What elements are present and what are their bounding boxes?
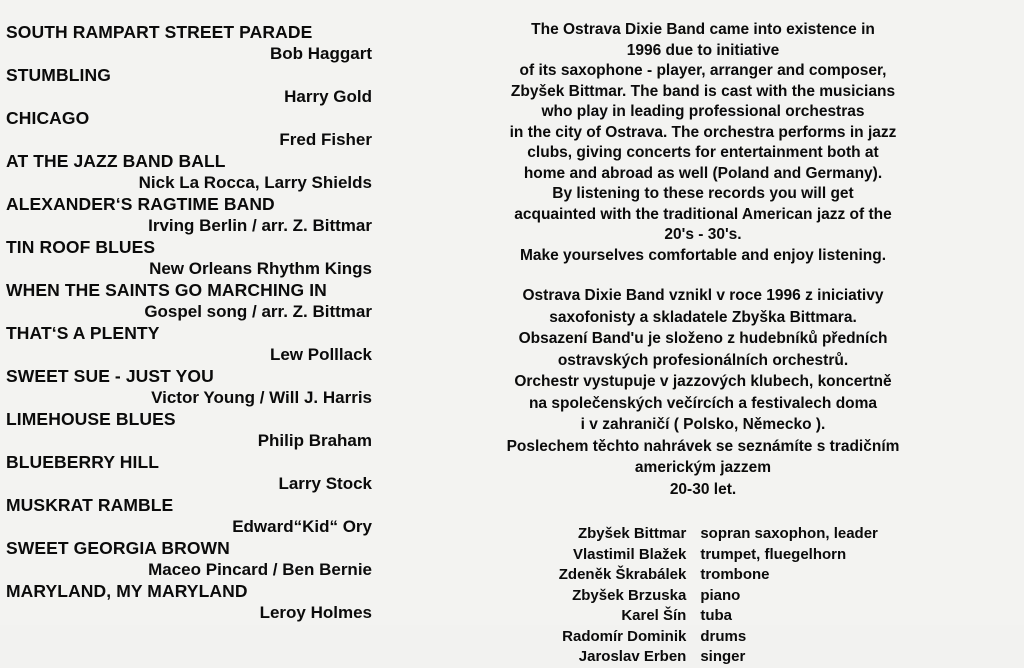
track-title: THAT‘S A PLENTY — [6, 323, 160, 343]
track-credit: Edward“Kid“ Ory — [232, 517, 372, 536]
lineup-row — [503, 627, 903, 648]
member-name: Karel Šín — [621, 607, 687, 624]
member-role: singer — [700, 648, 746, 665]
track-item — [6, 194, 390, 236]
notes-spacer — [406, 266, 1000, 285]
track-title: MARYLAND, MY MARYLAND — [6, 581, 248, 601]
track-item — [6, 581, 390, 623]
track-credit: Maceo Pincard / Ben Bernie — [148, 560, 372, 579]
track-credit: Nick La Rocca, Larry Shields — [138, 173, 372, 192]
track-item — [6, 151, 390, 193]
lineup-row — [503, 545, 903, 566]
band-lineup — [406, 524, 1000, 668]
member-role: piano — [700, 586, 741, 604]
member-role: sopran saxophon, leader — [700, 525, 878, 542]
track-title: ALEXANDER‘S RAGTIME BAND — [6, 194, 275, 214]
track-credit: Fred Fisher — [279, 130, 372, 149]
track-item — [6, 237, 390, 279]
track-title: SOUTH RAMPART STREET PARADE — [6, 22, 313, 42]
track-credit: Philip Braham — [257, 431, 372, 450]
notes-czech: Ostrava Dixie Band vznikl v roce 1996 z iniciativy saxofonisty a skladatele Zbyška Bittmara. Obsazení Band'u je složeno z hudebníků předních ostravských profesionálních orchestrů. Orchestr vystupuje v jazzových klubech, koncertně na společenských večírcích a festivalech doma i v zahraničí ( Polsko, Německo ). Poslechem těchto nahrávek se seznámíte s tradičním americkým jazzem 20-30 let. — [506, 287, 900, 498]
track-title: CHICAGO — [6, 108, 90, 128]
track-credit: Leroy Holmes — [259, 603, 372, 622]
notes-english: The Ostrava Dixie Band came into existence in 1996 due to initiative of its saxophone - player, arranger and composer, Zbyšek Bittmar. The band is cast with the musicians who play in leading professional orchestras in the city of Ostrava. The orchestra performs in jazz clubs, giving concerts for entertainment both at home and abroad as well (Poland and Germany). By listening to these records you will get acquainted with the traditional American jazz of the 20's - 30's. Make yourselves comfortable and enjoy listening. — [509, 21, 897, 264]
lineup-row — [503, 565, 903, 586]
member-name: Zdeněk Škrabálek — [558, 566, 687, 583]
member-role: tuba — [700, 607, 733, 624]
member-name: Zbyšek Brzuska — [572, 586, 687, 604]
member-name: Jaroslav Erben — [578, 648, 687, 665]
track-item — [6, 452, 390, 494]
lineup-row — [503, 606, 903, 627]
track-credit: Lew Polllack — [269, 345, 372, 364]
track-title: MUSKRAT RAMBLE — [6, 495, 174, 515]
track-item — [6, 323, 390, 365]
lineup-row — [503, 647, 903, 668]
member-name: Radomír Dominik — [562, 627, 687, 645]
liner-notes — [390, 0, 1024, 665]
member-name: Zbyšek Bittmar — [577, 525, 687, 542]
member-role: trumpet, fluegelhorn — [700, 545, 847, 563]
member-role: drums — [700, 627, 747, 645]
track-title: SWEET GEORGIA BROWN — [6, 538, 230, 558]
track-credit: Irving Berlin / arr. Z. Bittmar — [148, 216, 372, 235]
tracklist — [0, 0, 390, 625]
track-credit: Larry Stock — [278, 474, 372, 493]
track-credit: Bob Haggart — [270, 44, 372, 63]
track-title: AT THE JAZZ BAND BALL — [6, 151, 226, 171]
member-name: Vlastimil Blažek — [572, 545, 687, 563]
track-item — [6, 280, 390, 322]
track-title: LIMEHOUSE BLUES — [6, 409, 176, 429]
track-item — [6, 65, 390, 107]
track-credit: Victor Young / Will J. Harris — [151, 388, 372, 407]
track-title: TIN ROOF BLUES — [6, 237, 156, 257]
track-credit: Harry Gold — [284, 87, 372, 106]
lineup-row — [503, 586, 903, 607]
track-title: STUMBLING — [6, 65, 111, 85]
track-credit: Gospel song / arr. Z. Bittmar — [144, 302, 372, 321]
track-item — [6, 108, 390, 150]
track-title: SWEET SUE - JUST YOU — [6, 366, 214, 386]
member-role: trombone — [700, 566, 770, 583]
track-item — [6, 495, 390, 537]
lineup-row — [503, 524, 903, 545]
track-title: WHEN THE SAINTS GO MARCHING IN — [6, 280, 327, 300]
track-item — [6, 538, 390, 580]
track-item — [6, 409, 390, 451]
track-item — [6, 22, 390, 64]
track-credit: New Orleans Rhythm Kings — [149, 259, 372, 278]
track-title: BLUEBERRY HILL — [6, 452, 160, 472]
track-item — [6, 366, 390, 408]
